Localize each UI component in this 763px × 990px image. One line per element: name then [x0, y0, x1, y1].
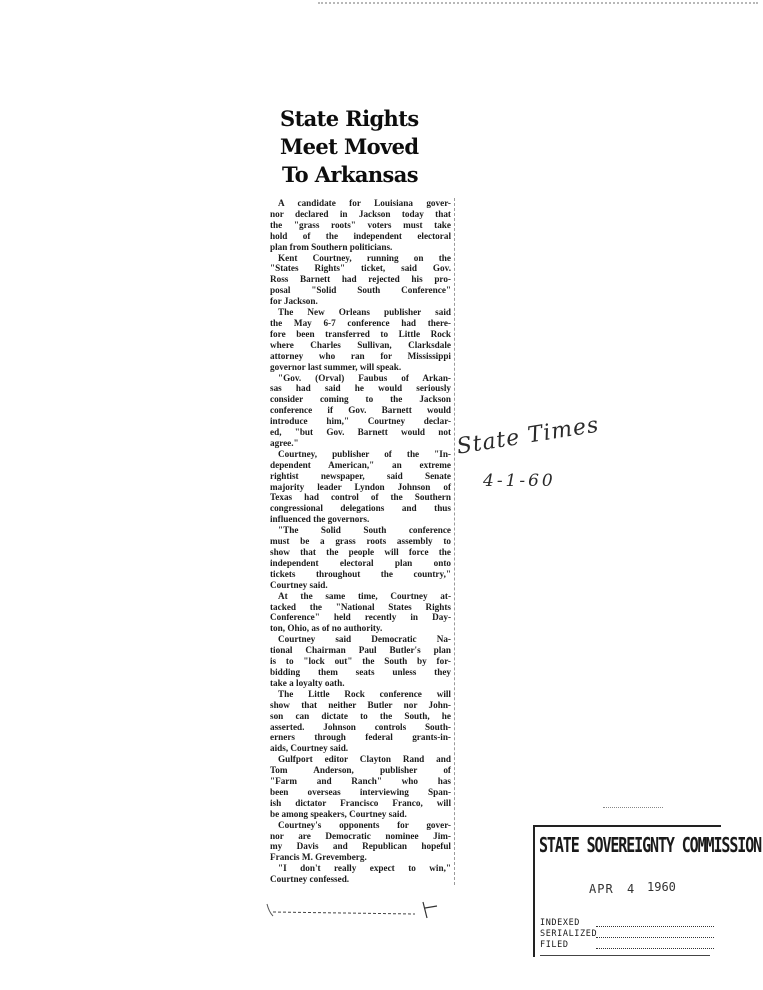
article-paragraph: [270, 373, 451, 449]
stamp-row-filed: [540, 940, 718, 951]
newspaper-clipping: [270, 105, 455, 917]
article-line: Conference" held recently in Day-: [270, 612, 451, 623]
headline-line-2: Meet Moved: [280, 134, 419, 159]
article-paragraph: [270, 863, 451, 885]
article-line: be among speakers, Courtney said.: [270, 808, 407, 819]
article-line: been overseas interviewing Span-: [270, 786, 451, 797]
article-line: erners through federal grants-in-: [270, 732, 451, 743]
article-line: bidding them seats unless they: [270, 666, 451, 677]
article-line: Courtney, publisher of the "In-: [278, 448, 451, 459]
article-line: agree.": [270, 437, 299, 448]
article-line: must be a grass roots assembly to: [270, 536, 451, 547]
article-paragraph: [270, 591, 451, 635]
article-line: son can dictate to the South, he: [270, 710, 451, 721]
stamp-row-indexed: [540, 918, 718, 929]
article-line: Kent Courtney, running on the: [278, 252, 451, 263]
stamp-row-serialized: [540, 929, 718, 940]
headline-line-3: To Arkansas: [282, 162, 418, 187]
stamp-bottom-rule: [540, 955, 710, 956]
stamp-smudge: [603, 807, 663, 818]
article-line: where Charles Sullivan, Clarksdale: [270, 339, 451, 350]
article-line: Courtney said Democratic Na-: [278, 634, 451, 645]
article-line: introduce him," Courtney declar-: [270, 416, 451, 427]
article-paragraph: [270, 253, 451, 308]
stamp-date-year: 1960: [647, 880, 676, 894]
article-line: ish dictator Francisco Franco, will: [270, 797, 451, 808]
article-line: rightist newspaper, said Senate: [270, 470, 451, 481]
article-line: Gulfport editor Clayton Rand and: [278, 754, 451, 765]
article-paragraph: [270, 449, 451, 525]
article-body: [270, 198, 455, 885]
clipping-cut-edge: [265, 900, 450, 920]
article-line: show that neither Butler nor John-: [270, 699, 451, 710]
article-line: tickets throughout the country,": [270, 568, 451, 579]
article-line: ton, Ohio, as of no authority.: [270, 623, 383, 634]
stamp-date-month: APR: [589, 882, 614, 896]
article-line: attorney who ran for Mississippi: [270, 350, 451, 361]
article-line: fore been transferred to Little Rock: [270, 328, 451, 339]
handwritten-source-note: [455, 412, 615, 505]
article-line: is to "lock out" the South by for-: [270, 656, 451, 667]
article-line: "I don't really expect to win,": [278, 863, 451, 874]
article-paragraph: [270, 525, 451, 590]
article-line: ed, "but Gov. Barnett would not: [270, 427, 451, 438]
article-line: conference if Gov. Barnett would: [270, 405, 451, 416]
commission-stamp: [533, 825, 762, 965]
handwritten-date: 4-1-60: [483, 471, 556, 491]
article-line: At the same time, Courtney at-: [278, 590, 451, 601]
article-line: consider coming to the Jackson: [270, 394, 451, 405]
stamp-date-day: 4: [627, 882, 635, 896]
article-line: aids, Courtney said.: [270, 743, 349, 754]
article-line: for Jackson.: [270, 296, 318, 307]
article-line: Courtney confessed.: [270, 874, 350, 885]
article-line: posal "Solid South Conference": [270, 285, 451, 296]
article-line: asserted. Johnson controls South-: [270, 721, 451, 732]
headline-line-1: State Rights: [280, 106, 419, 131]
article-paragraph: [270, 198, 451, 253]
article-line: congressional delegations and thus: [270, 503, 451, 514]
article-line: tacked the "National States Rights: [270, 601, 451, 612]
article-line: Francis M. Grevemberg.: [270, 852, 367, 863]
stamp-date: [583, 880, 676, 900]
stamp-rows: [540, 918, 718, 951]
article-line: "The Solid South conference: [278, 525, 451, 536]
article-line: hold of the independent electoral: [270, 230, 451, 241]
article-line: The Little Rock conference will: [278, 688, 451, 699]
handwritten-publication: State Times: [455, 412, 601, 460]
article-line: governor last summer, will speak.: [270, 361, 402, 372]
stamp-row-label: FILED: [540, 940, 569, 950]
article-paragraph: [270, 307, 451, 372]
article-line: dependent American," an extreme: [270, 459, 451, 470]
article-line: "Farm and Ranch" who has: [270, 776, 451, 787]
article-line: plan from Southern politicians.: [270, 241, 393, 252]
stamp-row-label: INDEXED: [540, 918, 581, 928]
article-line: the "grass roots" voters must take: [270, 219, 451, 230]
scan-edge-dots: [318, 2, 758, 4]
article-line: the May 6-7 conference had there-: [270, 317, 451, 328]
article-paragraph: [270, 634, 451, 689]
article-line: independent electoral plan onto: [270, 557, 451, 568]
article-line: Courtney said.: [270, 579, 328, 590]
article-line: tional Chairman Paul Butler's plan: [270, 645, 451, 656]
article-line: majority leader Lyndon Johnson of: [270, 481, 451, 492]
stamp-title: STATE SOVEREIGNTY COMMISSION: [539, 833, 762, 858]
article-line: influenced the governors.: [270, 514, 370, 525]
article-line: "States Rights" ticket, said Gov.: [270, 263, 451, 274]
stamp-row-label: SERIALIZED: [540, 929, 598, 939]
article-line: The New Orleans publisher said: [278, 307, 451, 318]
article-line: Ross Barnett had rejected his pro-: [270, 274, 451, 285]
article-line: nor declared in Jackson today that: [270, 208, 451, 219]
article-paragraph: [270, 754, 451, 819]
article-line: sas had said he would seriously: [270, 383, 451, 394]
headline: [270, 105, 455, 189]
article-paragraph: [270, 820, 451, 864]
article-line: Tom Anderson, publisher of: [270, 765, 451, 776]
article-line: my Davis and Republican hopeful: [270, 841, 451, 852]
article-line: nor are Democratic nominee Jim-: [270, 830, 451, 841]
article-paragraph: [270, 689, 451, 754]
article-line: take a loyalty oath.: [270, 677, 345, 688]
article-line: show that the people will force the: [270, 547, 451, 557]
article-line: Texas had control of the Southern: [270, 492, 451, 503]
article-line: "Gov. (Orval) Faubus of Arkan-: [278, 372, 451, 383]
article-line: Courtney's opponents for gover-: [278, 819, 451, 830]
article-line: A candidate for Louisiana gover-: [278, 198, 451, 208]
